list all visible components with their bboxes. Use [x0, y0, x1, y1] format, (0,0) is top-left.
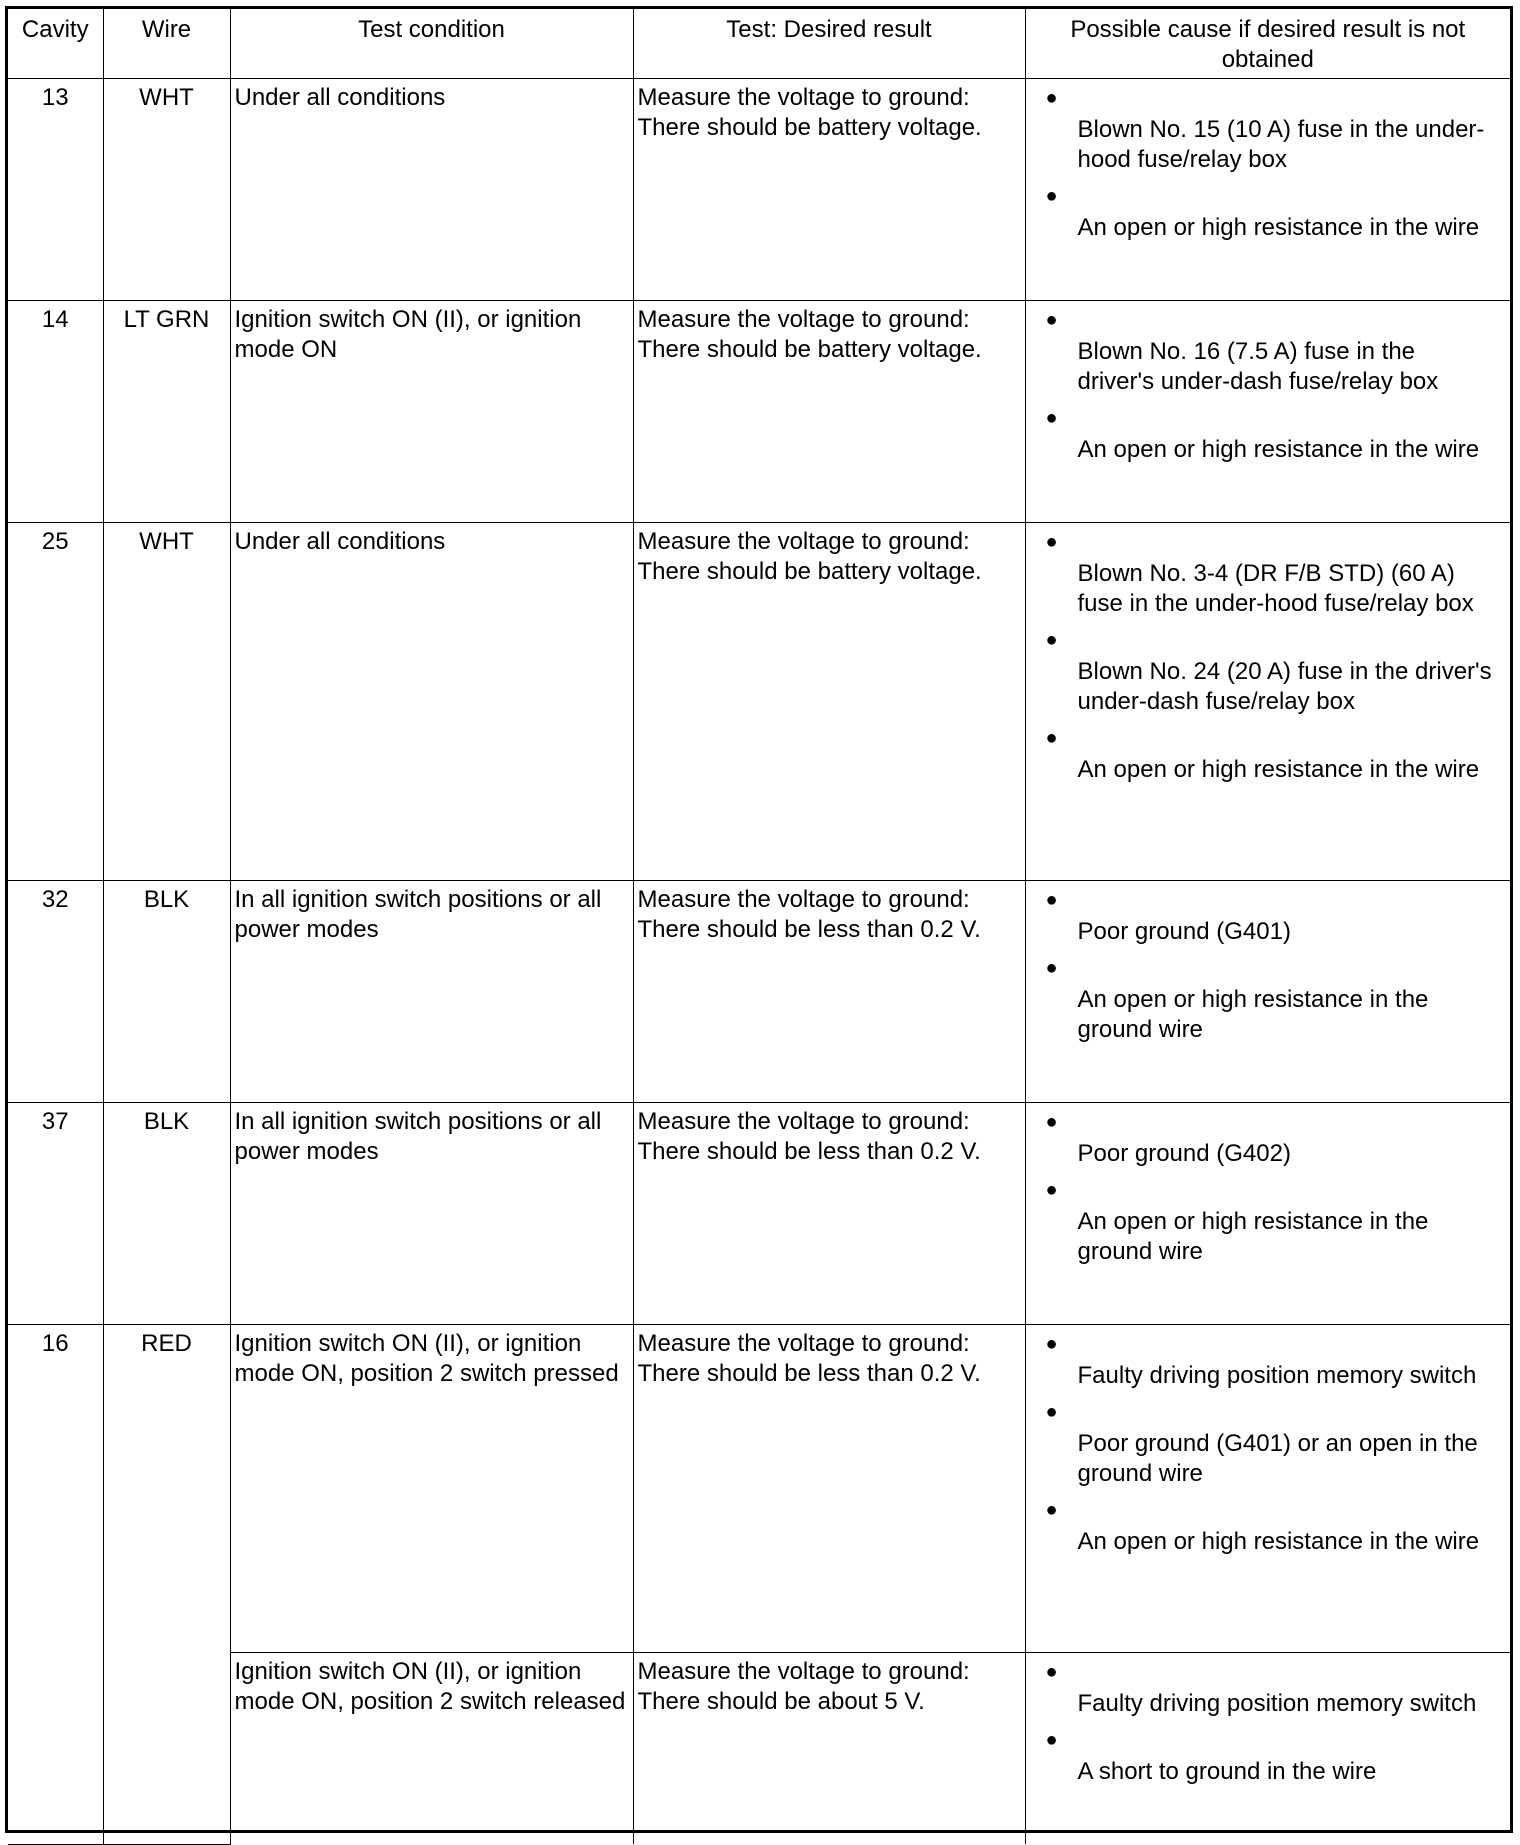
header-row — [8, 9, 1510, 78]
condition-cell: In all ignition switch positions or all power modes — [230, 1102, 633, 1324]
condition-cell: Under all conditions — [230, 522, 633, 880]
cause-text: An open or high resistance in the ground wire — [1077, 985, 1429, 1043]
bullet-icon: ● — [1045, 406, 1058, 429]
cause-item — [1046, 407, 1499, 465]
condition-cell: Under all conditions — [230, 78, 633, 300]
condition-cell: Ignition switch ON (II), or ignition mode ON — [230, 300, 633, 522]
wire-cell: WHT — [103, 78, 230, 300]
troubleshooting-table-frame — [5, 6, 1513, 1833]
table-row — [8, 78, 1510, 300]
result-cell: Measure the voltage to ground: There should be less than 0.2 V. — [633, 1324, 1025, 1652]
cause-text: Blown No. 15 (10 A) fuse in the under-hood fuse/relay box — [1077, 115, 1485, 173]
cause-item — [1046, 629, 1499, 727]
cavity-cell: 14 — [8, 300, 103, 522]
cause-cell — [1025, 300, 1510, 522]
cause-text: An open or high resistance in the wire — [1077, 435, 1480, 463]
wire-cell: BLK — [103, 1102, 230, 1324]
cause-item — [1046, 1111, 1499, 1179]
cause-item — [1046, 531, 1499, 629]
cause-cell — [1025, 880, 1510, 1102]
cause-text: Poor ground (G402) — [1077, 1139, 1291, 1167]
bullet-icon: ● — [1045, 1498, 1058, 1521]
wire-cell: WHT — [103, 522, 230, 880]
cause-item — [1046, 727, 1499, 785]
cause-cell — [1025, 522, 1510, 880]
cause-text: Faulty driving position memory switch — [1077, 1689, 1477, 1717]
cavity-cell: 32 — [8, 880, 103, 1102]
bullet-icon: ● — [1045, 86, 1058, 109]
wire-cell: LT GRN — [103, 300, 230, 522]
bullet-icon: ● — [1045, 628, 1058, 651]
cause-text: An open or high resistance in the ground wire — [1077, 1207, 1429, 1265]
bullet-icon: ● — [1045, 184, 1058, 207]
bullet-icon: ● — [1045, 1332, 1058, 1355]
bullet-icon: ● — [1045, 1728, 1058, 1751]
cause-text: A short to ground in the wire — [1077, 1757, 1377, 1785]
condition-cell: Ignition switch ON (II), or ignition mode ON, position 2 switch released — [230, 1652, 633, 1844]
result-cell: Measure the voltage to ground: There should be about 5 V. — [633, 1652, 1025, 1844]
bullet-icon: ● — [1045, 726, 1058, 749]
cavity-cell: 37 — [8, 1102, 103, 1324]
cause-text: An open or high resistance in the wire — [1077, 755, 1480, 783]
bullet-icon: ● — [1045, 956, 1058, 979]
bullet-icon: ● — [1045, 1110, 1058, 1133]
cause-text: An open or high resistance in the wire — [1077, 1527, 1480, 1555]
bullet-icon: ● — [1045, 1178, 1058, 1201]
result-cell: Measure the voltage to ground: There should be battery voltage. — [633, 522, 1025, 880]
cause-text: Faulty driving position memory switch — [1077, 1361, 1477, 1389]
result-cell: Measure the voltage to ground: There should be battery voltage. — [633, 300, 1025, 522]
result-cell: Measure the voltage to ground: There should be less than 0.2 V. — [633, 1102, 1025, 1324]
result-cell: Measure the voltage to ground: There should be battery voltage. — [633, 78, 1025, 300]
cause-item — [1046, 87, 1499, 185]
header-possible-cause: Possible cause if desired result is not obtained — [1025, 9, 1510, 78]
cause-item — [1046, 957, 1499, 1045]
cavity-cell: 16 — [8, 1324, 103, 1844]
cause-item — [1046, 1499, 1499, 1557]
cause-text: Poor ground (G401) or an open in the ground wire — [1077, 1429, 1478, 1487]
bullet-icon: ● — [1045, 1400, 1058, 1423]
header-wire: Wire — [103, 9, 230, 78]
header-cavity: Cavity — [8, 9, 103, 78]
wire-cell: RED — [103, 1324, 230, 1844]
cavity-cell: 13 — [8, 78, 103, 300]
cause-text: An open or high resistance in the wire — [1077, 213, 1480, 241]
cause-text: Blown No. 24 (20 A) fuse in the driver's under-dash fuse/relay box — [1077, 657, 1492, 715]
cause-text: Blown No. 3-4 (DR F/B STD) (60 A) fuse in the under-hood fuse/relay box — [1077, 559, 1474, 617]
table-row — [8, 880, 1510, 1102]
bullet-icon: ● — [1045, 308, 1058, 331]
condition-cell: Ignition switch ON (II), or ignition mode ON, position 2 switch pressed — [230, 1324, 633, 1652]
table-row — [8, 522, 1510, 880]
table-row — [8, 300, 1510, 522]
cause-cell — [1025, 1652, 1510, 1844]
cause-text: Blown No. 16 (7.5 A) fuse in the driver's under-dash fuse/relay box — [1077, 337, 1439, 395]
cause-cell — [1025, 1324, 1510, 1652]
cause-item — [1046, 1401, 1499, 1499]
bullet-icon: ● — [1045, 1660, 1058, 1683]
table-row — [8, 1102, 1510, 1324]
cause-item — [1046, 1179, 1499, 1267]
cause-item — [1046, 309, 1499, 407]
header-desired-result: Test: Desired result — [633, 9, 1025, 78]
table-row — [8, 1652, 1510, 1844]
cause-item — [1046, 889, 1499, 957]
cause-item — [1046, 1333, 1499, 1401]
bullet-icon: ● — [1045, 888, 1058, 911]
cause-cell — [1025, 78, 1510, 300]
cause-cell — [1025, 1102, 1510, 1324]
result-cell: Measure the voltage to ground: There should be less than 0.2 V. — [633, 880, 1025, 1102]
cause-item — [1046, 1729, 1499, 1787]
cause-text: Poor ground (G401) — [1077, 917, 1291, 945]
cause-item — [1046, 1661, 1499, 1729]
connector-test-table — [8, 9, 1510, 1845]
cavity-cell: 25 — [8, 522, 103, 880]
bullet-icon: ● — [1045, 530, 1058, 553]
cause-item — [1046, 185, 1499, 243]
wire-cell: BLK — [103, 880, 230, 1102]
condition-cell: In all ignition switch positions or all power modes — [230, 880, 633, 1102]
header-test-condition: Test condition — [230, 9, 633, 78]
table-row — [8, 1324, 1510, 1652]
